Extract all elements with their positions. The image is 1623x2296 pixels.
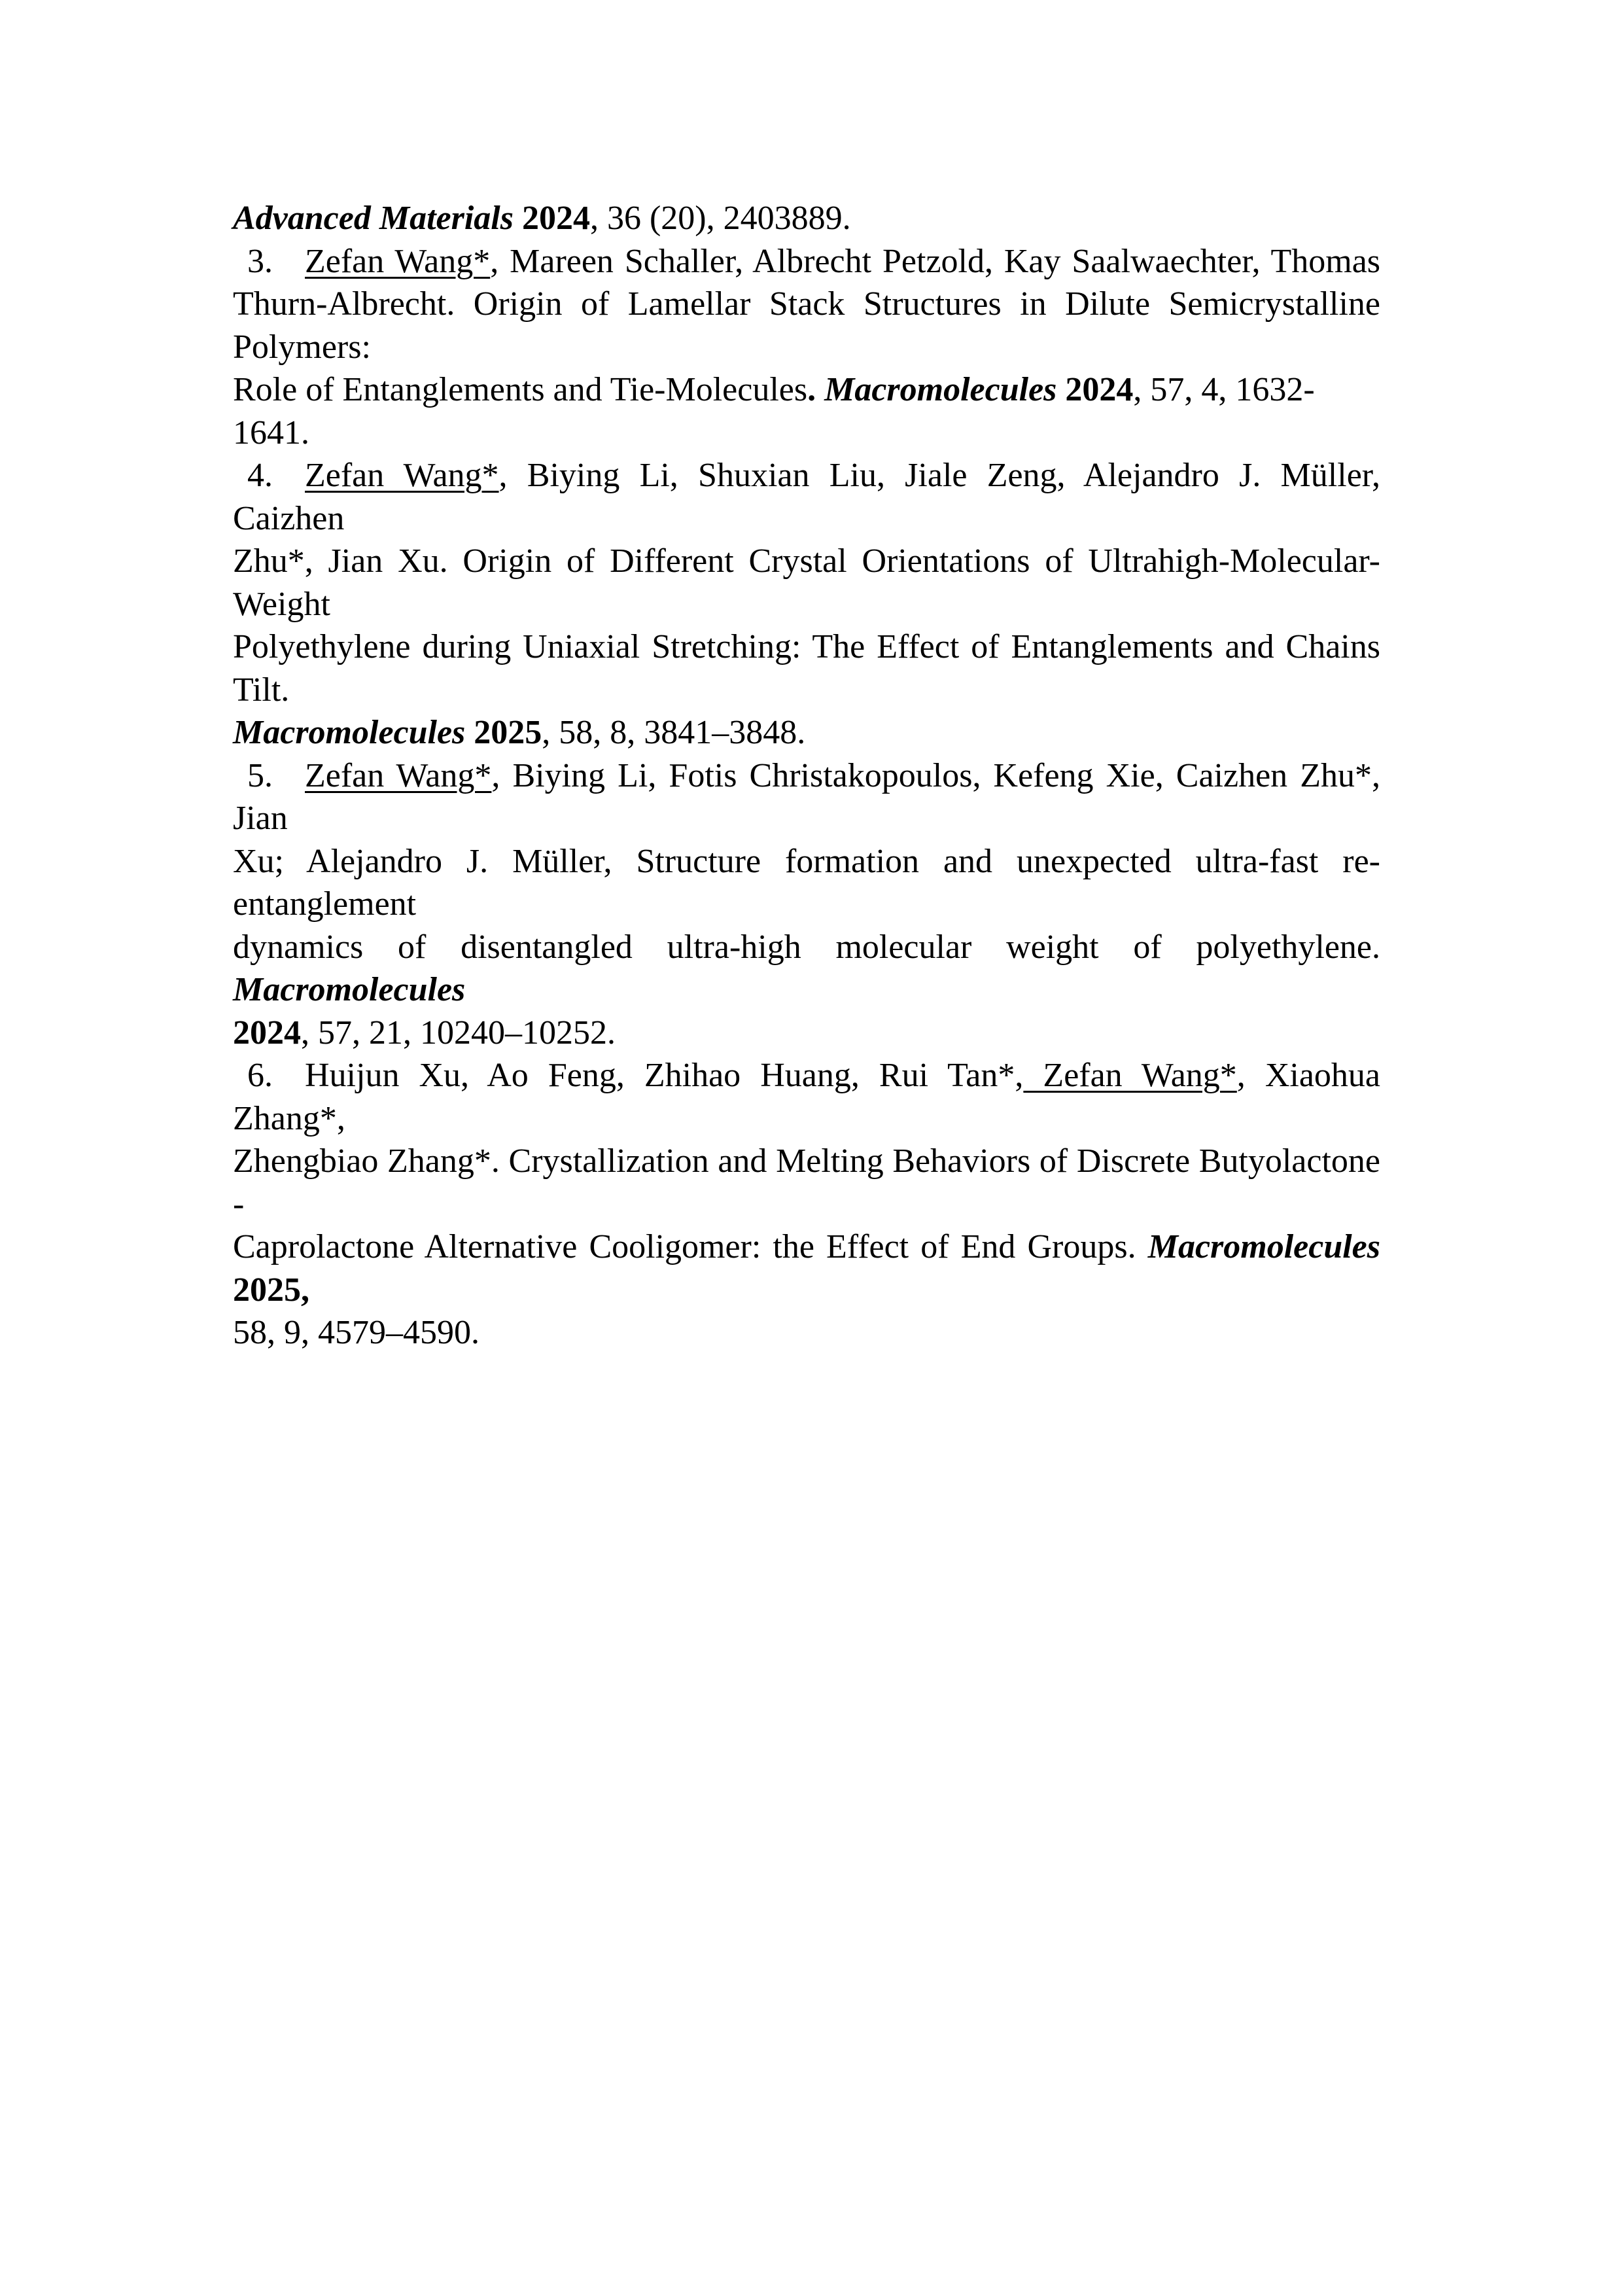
publication-line: [233, 1012, 1380, 1055]
publication-line: [233, 1226, 1380, 1311]
author-name-underlined: Zefan Wang*: [1023, 1057, 1237, 1094]
journal-name: Macromolecules: [1136, 1228, 1381, 1265]
text-segment: Polyethylene during Uniaxial Stretching: The Effect of Entanglements and Chains Tilt.: [233, 628, 1380, 709]
publication-line: [233, 197, 1380, 240]
publication-line: [233, 540, 1380, 626]
list-number: 4.: [247, 457, 273, 494]
author-name-underlined: Zefan Wang*: [305, 242, 491, 280]
list-number: 5.: [247, 756, 273, 794]
text-segment: , Xiaohua Zhang*,: [233, 1057, 1380, 1137]
journal-name: Macromolecules: [233, 971, 466, 1008]
text-segment: , 57, 21, 10240–10252.: [301, 1014, 616, 1051]
publication-line: [233, 283, 1380, 368]
text-segment: , Biying Li, Shuxian Liu, Jiale Zeng, Alejandro J. Müller, Caizhen: [233, 457, 1381, 537]
publication-line: [233, 626, 1380, 711]
text-segment: Huijun Xu, Ao Feng, Zhihao Huang, Rui Tan*,: [305, 1057, 1024, 1094]
publication-line: [233, 754, 1380, 840]
text-segment: dynamics of disentangled ultra-high molecular weight of polyethylene.: [233, 928, 1380, 966]
publication-line: [233, 711, 1380, 754]
text-segment: 58, 9, 4579–4590.: [233, 1314, 480, 1351]
publications-list: [233, 197, 1380, 1354]
bold-text: 2025,: [233, 1271, 309, 1309]
text-segment: , 36 (20), 2403889.: [589, 200, 851, 237]
text-segment: , 57, 4, 1632-1641.: [233, 371, 1315, 451]
journal-name: Macromolecules: [816, 371, 1057, 408]
list-number: 3.: [247, 242, 273, 280]
text-segment: Caprolactone Alternative Cooligomer: the Effect of End Groups.: [233, 1228, 1136, 1265]
text-segment: Thurn-Albrecht. Origin of Lamellar Stack Structures in Dilute Semicrystalline Polymers:: [233, 285, 1380, 366]
journal-name: Macromolecules: [233, 714, 466, 751]
text-segment: Zhu*, Jian Xu. Origin of Different Crystal Orientations of Ultrahigh-Molecular-Weight: [233, 542, 1380, 623]
text-segment: Role of Entanglements and Tie-Molecules: [233, 371, 808, 408]
text-segment: , Biying Li, Fotis Christakopoulos, Kefeng Xie, Caizhen Zhu*, Jian: [233, 756, 1381, 837]
bold-text: 2024: [1056, 371, 1134, 408]
publication-line: [233, 1054, 1380, 1140]
journal-name: Advanced Materials: [233, 200, 514, 237]
publication-line: [233, 240, 1380, 283]
bold-text: .: [807, 371, 816, 408]
publication-line: [233, 1311, 1380, 1354]
text-segment: Zhengbiao Zhang*. Crystallization and Melting Behaviors of Discrete Butyolactone -: [233, 1142, 1380, 1223]
author-name-underlined: Zefan Wang*: [305, 756, 492, 794]
bold-text: 2024: [513, 200, 590, 237]
text-segment: Xu; Alejandro J. Müller, Structure formation and unexpected ultra-fast re-entanglement: [233, 842, 1380, 923]
author-name-underlined: Zefan Wang*: [305, 457, 499, 494]
publication-line: [233, 454, 1380, 540]
publication-line: [233, 840, 1380, 926]
bold-text: 2025: [465, 714, 542, 751]
bold-text: 2024: [233, 1014, 301, 1051]
text-segment: , 58, 8, 3841–3848.: [542, 714, 806, 751]
publication-line: [233, 926, 1380, 1012]
list-number: 6.: [247, 1057, 273, 1094]
text-segment: , Mareen Schaller, Albrecht Petzold, Kay Saalwaechter, Thomas: [490, 242, 1381, 280]
publication-line: [233, 1140, 1380, 1226]
publication-line: [233, 368, 1380, 454]
